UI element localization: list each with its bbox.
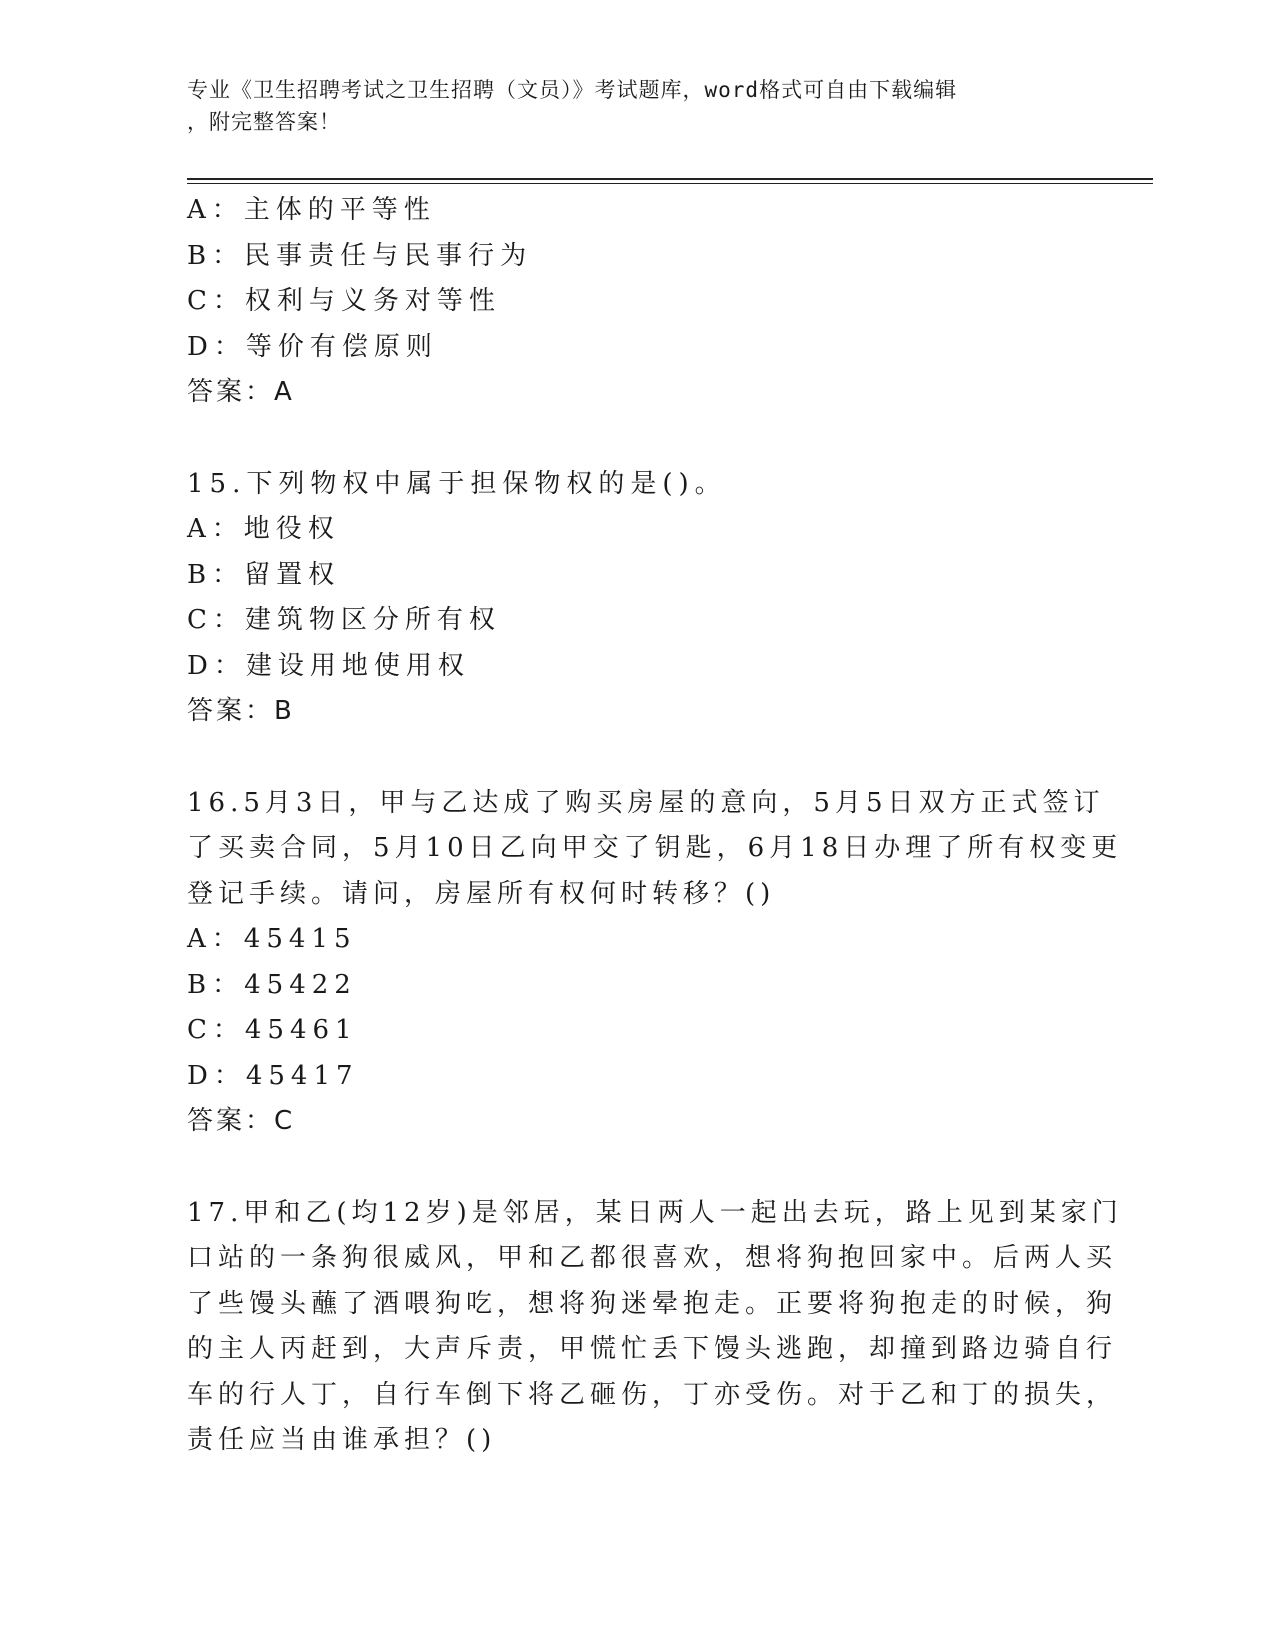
- spacer: [187, 1145, 1087, 1191]
- option-d: D：建设用地使用权: [187, 650, 470, 681]
- header-divider-thin: [187, 183, 1153, 184]
- question-stem: 15.下列物权中属于担保物权的是()。: [187, 468, 727, 499]
- question-stem: [187, 1191, 1123, 1464]
- option-b: B：留置权: [187, 559, 341, 590]
- question-14: [187, 188, 1087, 416]
- document-header: [187, 74, 1067, 138]
- answer-line: 答案：A: [187, 377, 295, 407]
- question-stem: [187, 781, 1123, 918]
- spacer: [187, 735, 1087, 781]
- answer-line: 答案：B: [187, 696, 295, 726]
- option-d: D：45417: [187, 1060, 359, 1091]
- option-c: C：建筑物区分所有权: [187, 605, 501, 635]
- question-17: [187, 1191, 1123, 1464]
- header-line-1: 专业《卫生招聘考试之卫生招聘（文员）》考试题库，word格式可自由下载编辑: [187, 78, 958, 102]
- stem-line-1: 17.甲和乙(均12岁)是邻居，某日两人一起出去玩，路上见到某家门: [187, 1197, 1123, 1228]
- header-divider-thick: [187, 178, 1153, 180]
- stem-line-1: 16.5月3日，甲与乙达成了购买房屋的意向，5月5日双方正式签订: [187, 787, 1105, 818]
- option-b: B：民事责任与民事行为: [187, 240, 533, 271]
- stem-line-2: 口站的一条狗很威风，甲和乙都很喜欢，想将狗抱回家中。后两人买: [187, 1243, 1118, 1273]
- question-16: [187, 781, 1123, 1145]
- option-d: D：等价有偿原则: [187, 331, 438, 362]
- stem-line-2: 了买卖合同，5月10日乙向甲交了钥匙，6月18日办理了所有权变更: [187, 833, 1123, 863]
- option-a: A：45415: [187, 924, 357, 954]
- option-c: C：45461: [187, 1015, 358, 1045]
- answer-line: 答案：C: [187, 1106, 296, 1136]
- question-15: [187, 462, 1087, 735]
- option-a: A：地役权: [187, 514, 340, 544]
- stem-line-4: 的主人丙赶到，大声斥责，甲慌忙丢下馒头逃跑，却撞到路边骑自行: [187, 1334, 1118, 1364]
- option-b: B：45422: [187, 969, 357, 1000]
- stem-line-6: 责任应当由谁承担？(): [187, 1425, 497, 1455]
- stem-line-3: 了些馒头蘸了酒喂狗吃，想将狗迷晕抱走。正要将狗抱走的时候，狗: [187, 1288, 1118, 1319]
- option-a: A：主体的平等性: [187, 195, 436, 225]
- option-c: C：权利与义务对等性: [187, 286, 501, 316]
- spacer: [187, 416, 1087, 462]
- stem-line-3: 登记手续。请问，房屋所有权何时转移？(): [187, 878, 776, 909]
- stem-line-5: 车的行人丁，自行车倒下将乙砸伤，丁亦受伤。对于乙和丁的损失，: [187, 1379, 1118, 1410]
- header-line-2: ，附完整答案！: [187, 110, 341, 134]
- question-content: [187, 188, 1123, 1464]
